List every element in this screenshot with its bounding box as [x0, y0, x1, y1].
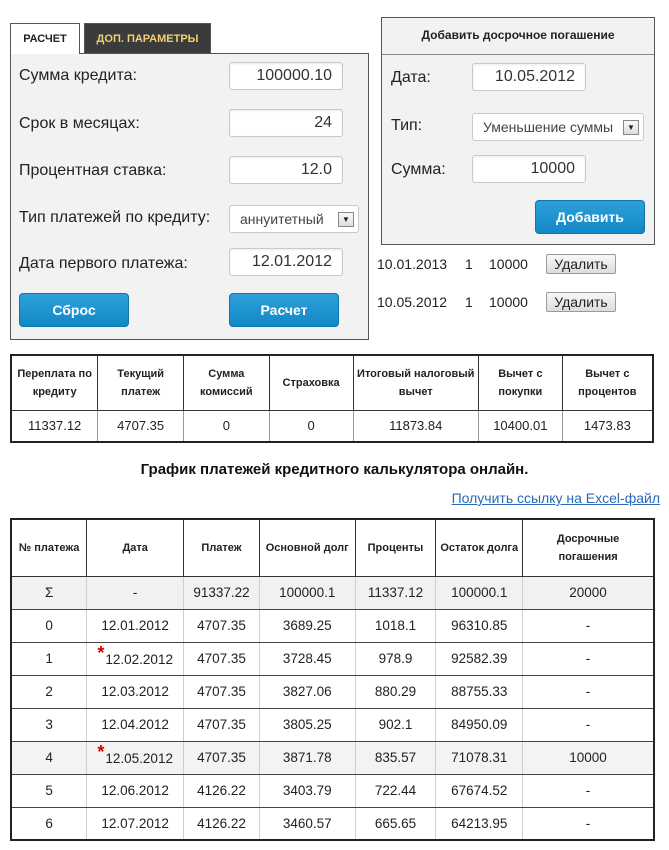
- early-type-select[interactable]: [472, 113, 644, 141]
- row-number: 0: [11, 609, 87, 642]
- purchase-deduction-header: Вычет с покупки: [478, 355, 562, 410]
- table-row: [11, 609, 654, 642]
- row-payment: 4707.35: [184, 741, 260, 774]
- summary-header-row: [11, 355, 653, 410]
- row-date: -: [87, 576, 184, 609]
- tab-extra-params[interactable]: ДОП. ПАРАМЕТРЫ: [84, 23, 211, 53]
- row-payment: 4126.22: [184, 774, 260, 807]
- term-input[interactable]: [229, 109, 343, 137]
- row-interest: 902.1: [355, 708, 436, 741]
- first-date-label: Дата первого платежа:: [19, 255, 188, 272]
- col-date-header: Дата: [87, 519, 184, 576]
- early-type-value: Уменьшение суммы: [483, 119, 614, 135]
- current-payment-value: 4707.35: [98, 410, 184, 442]
- early-date-label: Дата:: [391, 69, 431, 86]
- row-balance: 92582.39: [436, 642, 523, 675]
- current-payment-header: Текущий платеж: [98, 355, 184, 410]
- chevron-down-icon[interactable]: ▼: [623, 120, 639, 135]
- row-principal: 3689.25: [259, 609, 355, 642]
- early-item-count: 1: [465, 294, 473, 310]
- row-date: [87, 642, 184, 675]
- row-balance: 64213.95: [436, 807, 523, 840]
- overpayment-value: 11337.12: [11, 410, 98, 442]
- row-interest: 978.9: [355, 642, 436, 675]
- col-interest-header: Проценты: [355, 519, 436, 576]
- early-repayment-star-icon: *: [97, 643, 105, 663]
- early-repayment-star-icon: *: [97, 742, 105, 762]
- row-payment: 91337.22: [184, 576, 260, 609]
- early-type-label: Тип:: [391, 117, 423, 134]
- row-interest: 722.44: [355, 774, 436, 807]
- row-date: 12.06.2012: [87, 774, 184, 807]
- row-date: 12.04.2012: [87, 708, 184, 741]
- schedule-table: [10, 518, 655, 841]
- calculate-button[interactable]: Расчет: [229, 293, 339, 327]
- row-principal: 3827.06: [259, 675, 355, 708]
- insurance-value: 0: [269, 410, 353, 442]
- row-date-text: 12.05.2012: [105, 751, 173, 766]
- interest-deduction-value: 1473.83: [562, 410, 653, 442]
- amount-input[interactable]: [229, 62, 343, 90]
- row-date: 12.03.2012: [87, 675, 184, 708]
- early-item-sum: 10000: [489, 256, 528, 272]
- rate-label: Процентная ставка:: [19, 162, 167, 179]
- table-row: [11, 708, 654, 741]
- table-row-total: [11, 576, 654, 609]
- early-item-date: 10.01.2013: [377, 256, 448, 272]
- row-payment: 4707.35: [184, 675, 260, 708]
- early-item-count: 1: [465, 256, 473, 272]
- first-date-input[interactable]: [229, 248, 343, 276]
- payment-type-label: Тип платежей по кредиту:: [19, 209, 211, 226]
- early-item-date: 10.05.2012: [377, 294, 448, 310]
- table-row: [11, 675, 654, 708]
- row-interest: 1018.1: [355, 609, 436, 642]
- row-number: 4: [11, 741, 87, 774]
- interest-deduction-header: Вычет с процентов: [562, 355, 653, 410]
- early-date-input[interactable]: [472, 63, 586, 91]
- summary-values-row: [11, 410, 653, 442]
- row-early: -: [523, 807, 654, 840]
- payment-type-select[interactable]: [229, 205, 359, 233]
- rate-input[interactable]: [229, 156, 343, 184]
- purchase-deduction-value: 10400.01: [478, 410, 562, 442]
- row-early: 10000: [523, 741, 654, 774]
- row-early: -: [523, 609, 654, 642]
- col-number-header: № платежа: [11, 519, 87, 576]
- early-repayment-title: Добавить досрочное погашение: [421, 28, 615, 42]
- row-number: 3: [11, 708, 87, 741]
- table-row: [11, 807, 654, 840]
- row-interest: 11337.12: [355, 576, 436, 609]
- delete-early-button[interactable]: Удалить: [546, 254, 616, 274]
- row-interest: 880.29: [355, 675, 436, 708]
- row-balance: 88755.33: [436, 675, 523, 708]
- row-balance: 71078.31: [436, 741, 523, 774]
- excel-link[interactable]: Получить ссылку на Excel-файл: [451, 490, 660, 506]
- amount-label: Сумма кредита:: [19, 67, 137, 84]
- add-early-repayment-button[interactable]: Добавить: [535, 200, 645, 234]
- commission-header: Сумма комиссий: [183, 355, 269, 410]
- table-row: [11, 741, 654, 774]
- row-principal: 3403.79: [259, 774, 355, 807]
- schedule-body: [11, 576, 654, 840]
- row-balance: 67674.52: [436, 774, 523, 807]
- payment-type-value: аннуитетный: [240, 211, 324, 227]
- early-sum-input[interactable]: [472, 155, 586, 183]
- row-number: 1: [11, 642, 87, 675]
- row-payment: 4707.35: [184, 609, 260, 642]
- row-payment: 4126.22: [184, 807, 260, 840]
- term-label: Срок в месяцах:: [19, 115, 140, 132]
- row-principal: 3871.78: [259, 741, 355, 774]
- delete-early-button[interactable]: Удалить: [546, 292, 616, 312]
- early-item-sum: 10000: [489, 294, 528, 310]
- row-number: 5: [11, 774, 87, 807]
- reset-button[interactable]: Сброс: [19, 293, 129, 327]
- chevron-down-icon[interactable]: ▼: [338, 212, 354, 227]
- insurance-header: Страховка: [269, 355, 353, 410]
- row-principal: 100000.1: [259, 576, 355, 609]
- table-row: [11, 642, 654, 675]
- early-repayment-divider: [382, 54, 654, 55]
- row-date: 12.01.2012: [87, 609, 184, 642]
- row-principal: 3805.25: [259, 708, 355, 741]
- row-number: 2: [11, 675, 87, 708]
- row-early: 20000: [523, 576, 654, 609]
- col-balance-header: Остаток долга: [436, 519, 523, 576]
- schedule-header-row: [11, 519, 654, 576]
- overpayment-header: Переплата по кредиту: [11, 355, 98, 410]
- row-date-text: 12.02.2012: [105, 652, 173, 667]
- row-balance: 100000.1: [436, 576, 523, 609]
- tax-deduction-value: 11873.84: [353, 410, 478, 442]
- row-early: -: [523, 642, 654, 675]
- row-interest: 665.65: [355, 807, 436, 840]
- commission-value: 0: [183, 410, 269, 442]
- row-principal: 3728.45: [259, 642, 355, 675]
- row-payment: 4707.35: [184, 708, 260, 741]
- row-date: [87, 741, 184, 774]
- row-number: 6: [11, 807, 87, 840]
- row-balance: 96310.85: [436, 609, 523, 642]
- row-early: -: [523, 675, 654, 708]
- tab-calc[interactable]: РАСЧЕТ: [10, 23, 80, 54]
- row-payment: 4707.35: [184, 642, 260, 675]
- row-early: -: [523, 708, 654, 741]
- row-date: 12.07.2012: [87, 807, 184, 840]
- table-row: [11, 774, 654, 807]
- row-early: -: [523, 774, 654, 807]
- tax-deduction-header: Итоговый налоговый вычет: [353, 355, 478, 410]
- row-balance: 84950.09: [436, 708, 523, 741]
- summary-table: [10, 354, 654, 443]
- row-interest: 835.57: [355, 741, 436, 774]
- col-early-header: Досрочные погашения: [523, 519, 654, 576]
- row-number: Σ: [11, 576, 87, 609]
- col-principal-header: Основной долг: [259, 519, 355, 576]
- col-payment-header: Платеж: [184, 519, 260, 576]
- row-principal: 3460.57: [259, 807, 355, 840]
- early-sum-label: Сумма:: [391, 161, 446, 178]
- schedule-title: График платежей кредитного калькулятора онлайн.: [140, 461, 529, 478]
